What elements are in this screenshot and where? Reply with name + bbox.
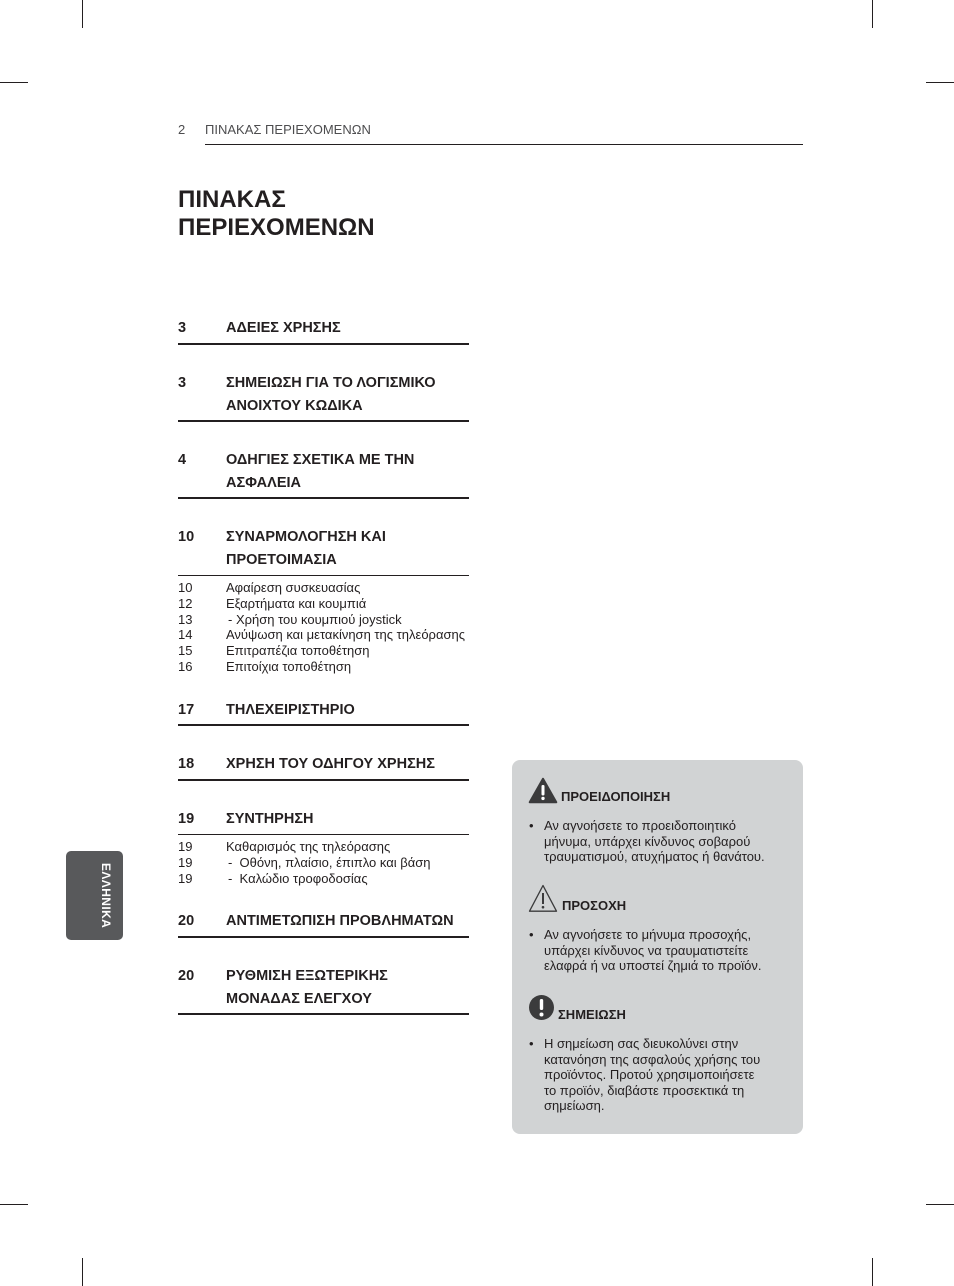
toc-entry-title [226,372,436,417]
toc-subitem-list [178,580,478,675]
toc-entry-title-line: ΣΗΜΕΙΩΣΗ ΓΙΑ ΤΟ ΛΟΓΙΣΜΙΚΟ [226,375,436,391]
toc-subitem-page: 19 [178,854,193,870]
toc-subitem [178,855,478,871]
toc-subitem-title: Εξαρτήματα και κουμπιά [226,595,367,611]
crop-mark [872,0,873,28]
toc-page-number: 3 [178,375,187,391]
caution-text-line: υπάρχει κίνδυνος να τραυματιστείτε [544,942,749,958]
toc-subitem [178,627,478,643]
toc-entry-title-line: ΑΝΤΙΜΕΤΩΠΙΣΗ ΠΡΟΒΛΗΜΑΤΩΝ [226,913,454,929]
toc-entry-title-line: ΑΔΕΙΕΣ ΧΡΗΣΗΣ [226,320,341,336]
note-text-line: προϊόντος. Προτού χρησιμοποιήσετε [544,1067,755,1083]
toc-divider [178,834,469,835]
warning-text [544,818,765,865]
language-tab-inner [66,851,123,940]
note-text-line: σημείωση. [544,1098,605,1114]
crop-mark [872,1258,873,1286]
toc-subitem [178,659,478,675]
toc-subitem [178,596,478,612]
toc-divider [178,724,469,726]
toc-divider [178,779,469,781]
toc-page-number: 4 [178,452,187,468]
toc-subitem-title: Επιτοίχια τοποθέτηση [226,658,352,674]
bullet: • [529,818,534,833]
toc-page-number: 19 [178,811,195,827]
toc-entry-title [226,808,314,831]
toc-entry-title-line: ΣΥΝΤΗΡΗΣΗ [226,811,314,827]
toc-subitem [178,643,478,659]
warning-text-line: Αν αγνοήσετε το προειδοποιητικό [544,818,736,833]
toc-subitem-title: - Οθόνη, πλαίσιο, έπιπλο και βάση [228,854,431,870]
toc-entry-title-line: ΤΗΛΕΧΕΙΡΙΣΤΗΡΙΟ [226,702,355,718]
caution-text-line: Αν αγνοήσετε το μήνυμα προσοχής, [544,927,752,942]
toc-entry-title-line: ΣΥΝΑΡΜΟΛΟΓΗΣΗ ΚΑΙ [226,529,386,545]
note-icon [528,994,555,1021]
toc-subitem [178,580,478,596]
page-title [178,186,375,242]
toc-subitem [178,871,478,887]
toc-entry-title [226,699,355,722]
toc-page-number: 10 [178,529,195,545]
toc-page-number: 20 [178,968,195,984]
toc-divider [178,936,469,938]
toc-entry-title [226,753,435,776]
header-rule [205,144,803,145]
toc-divider [178,420,469,422]
toc-entry-title [226,317,341,340]
toc-entry-title-line: ΑΝΟΙΧΤΟΥ ΚΩΔΙΚΑ [226,397,363,414]
toc-subitem-title: - Χρήση του κουμπιού joystick [228,611,402,627]
bullet: • [529,1036,534,1051]
toc-subitem-page: 10 [178,580,193,595]
toc-subitem-page: 14 [178,627,193,643]
warning-label: ΠΡΟΕΙΔΟΠΟΙΗΣΗ [561,789,671,804]
caution-label: ΠΡΟΣΟΧΗ [562,898,627,913]
toc-entry-title-line: ΑΣΦΑΛΕΙΑ [226,474,301,491]
toc-divider [178,343,469,345]
caution-text [544,927,761,974]
toc-subitem-title: - Καλώδιο τροφοδοσίας [228,870,368,886]
toc-entry-title-line: ΧΡΗΣΗ ΤΟΥ ΟΔΗΓΟΥ ΧΡΗΣΗΣ [226,756,435,772]
crop-mark [0,82,28,83]
toc-subitem-title: Επιτραπέζια τοποθέτηση [226,643,370,659]
note-text-line: Η σημείωση σας διευκολύνει στην [544,1036,739,1051]
toc-page-number: 20 [178,913,195,929]
toc-subitem-page: 12 [178,595,193,611]
crop-mark [926,1204,954,1205]
note-label: ΣΗΜΕΙΩΣΗ [558,1007,626,1022]
toc-subitem-list [178,839,478,886]
language-tab-label: ΕΛΛΗΝΙΚΑ [99,862,113,929]
page-title-line: ΠΕΡΙΕΧΟΜΕΝΩΝ [178,214,375,241]
toc-divider [178,575,469,576]
note-text-line: το προϊόν, διαβάστε προσεκτικά τη [544,1082,745,1098]
note-text [544,1036,760,1114]
toc-entry-title-line: ΜΟΝΑΔΑΣ ΕΛΕΓΧΟΥ [226,990,372,1007]
toc-entry-title-line: ΟΔΗΓΙΕΣ ΣΧΕΤΙΚΑ ΜΕ ΤΗΝ [226,452,415,468]
toc-subitem-title: Καθαρισμός της τηλεόρασης [226,839,391,854]
toc-divider [178,497,469,499]
toc-subitem-page: 19 [178,870,193,886]
toc-entry-title [226,910,454,933]
crop-mark [82,0,83,28]
language-tab [66,851,123,940]
toc-entry-title [226,526,386,571]
toc-divider [178,1013,469,1015]
toc-subitem-page: 16 [178,658,193,674]
caution-icon [528,884,558,913]
warning-text-line: τραυματισμού, ατυχήματος ή θανάτου. [544,849,765,865]
toc-entry-title-line: ΡΥΘΜΙΣΗ ΕΞΩΤΕΡΙΚΗΣ [226,968,388,984]
toc-subitem-title: Αφαίρεση συσκευασίας [226,580,361,595]
toc-subitem-page: 15 [178,643,193,659]
toc-entry-title-line: ΠΡΟΕΤΟΙΜΑΣΙΑ [226,551,337,568]
toc-subitem-page: 19 [178,839,193,854]
toc-subitem [178,839,478,855]
bullet: • [529,927,534,942]
warning-icon [528,777,558,804]
toc-subitem-page: 13 [178,611,193,627]
crop-mark [82,1258,83,1286]
page-number: 2 [178,122,186,137]
crop-mark [926,82,954,83]
page-title-line: ΠΙΝΑΚΑΣ [178,186,286,213]
toc-entry-title [226,449,414,494]
note-text-line: κατανόηση της ασφαλούς χρήσης του [544,1051,761,1067]
toc-subitem [178,612,478,628]
toc-page-number: 3 [178,320,187,336]
warning-text-line: μήνυμα, υπάρχει κίνδυνος σοβαρού [544,833,751,849]
toc-entry-title [226,965,388,1010]
notice-box [512,760,803,1134]
toc-subitem-title: Ανύψωση και μετακίνηση της τηλεόρασης [226,627,465,643]
toc-page-number: 17 [178,702,195,718]
caution-text-line: ελαφρά ή να υποστεί ζημιά το προϊόν. [544,958,762,974]
toc-page-number: 18 [178,756,195,772]
running-header-title: ΠΙΝΑΚΑΣ ΠΕΡΙΕΧΟΜΕΝΩΝ [205,122,371,137]
crop-mark [0,1204,28,1205]
